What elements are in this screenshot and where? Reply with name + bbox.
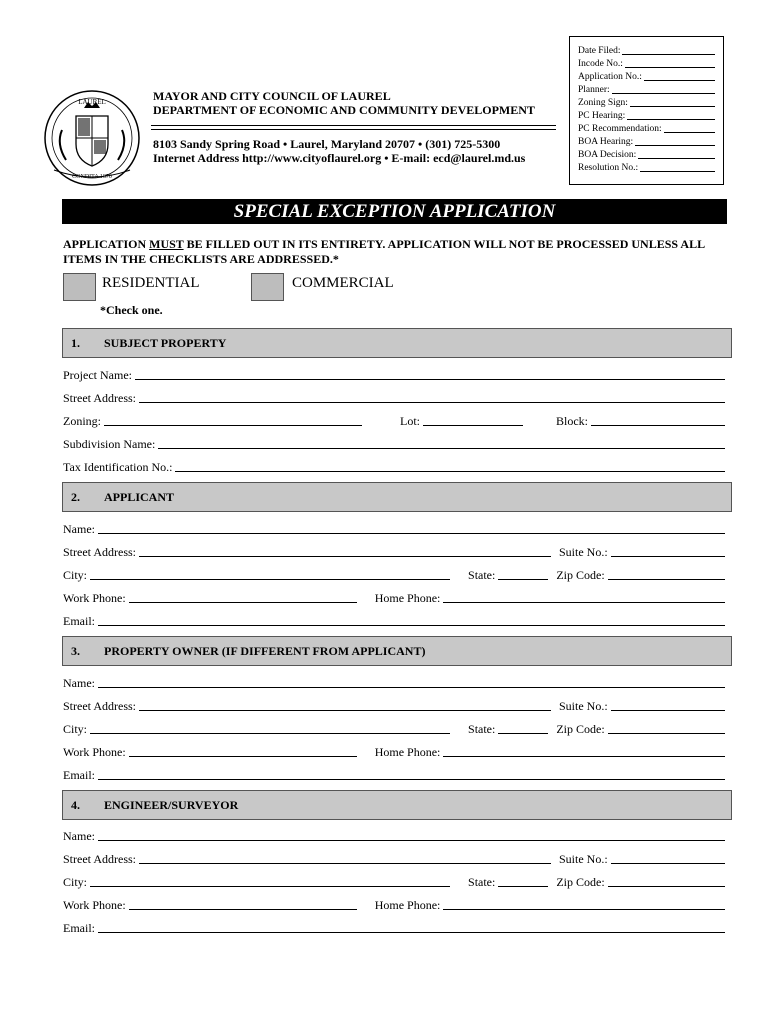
s2-city-row: City: State: Zip Code:: [63, 567, 725, 583]
office-field-pc-hearing[interactable]: PC Hearing:: [578, 109, 715, 122]
s4-email-field[interactable]: Email:: [63, 920, 725, 936]
s3-name-field[interactable]: Name:: [63, 675, 725, 691]
address-line: 8103 Sandy Spring Road • Laurel, Maryland 20707 • (301) 725-5300: [153, 137, 501, 151]
s3-state-field[interactable]: [498, 733, 548, 734]
s4-suite-field[interactable]: [611, 863, 725, 864]
s4-city-row: City: State: Zip Code:: [63, 874, 725, 890]
office-field-application-no[interactable]: Application No.:: [578, 70, 715, 83]
s2-email-field[interactable]: Email:: [63, 613, 725, 629]
office-field-planner[interactable]: Planner:: [578, 83, 715, 96]
s4-state-field[interactable]: [498, 886, 548, 887]
office-field-incode[interactable]: Incode No.:: [578, 57, 715, 70]
s3-work-phone-field[interactable]: [129, 756, 357, 757]
section-title: ENGINEER/SURVEYOR: [104, 798, 239, 812]
form-instructions: APPLICATION MUST BE FILLED OUT IN ITS ENTIRETY. APPLICATION WILL NOT BE PROCESSED UNLESS ALL ITEMS IN THE CHECKLISTS ARE ADDRESSED.*: [63, 237, 705, 266]
s2-name-field[interactable]: Name:: [63, 521, 725, 537]
s4-work-phone-field[interactable]: [129, 909, 357, 910]
s1-street-address-field[interactable]: Street Address:: [63, 390, 725, 406]
s3-street-address-field[interactable]: [139, 710, 551, 711]
s3-phone-row: Work Phone: Home Phone:: [63, 744, 725, 760]
s2-work-phone-field[interactable]: [129, 602, 357, 603]
s3-city-row: City: State: Zip Code:: [63, 721, 725, 737]
block-label: Block:: [556, 414, 588, 428]
s3-email-field[interactable]: Email:: [63, 767, 725, 783]
s3-address-row: Street Address: Suite No.:: [63, 698, 725, 714]
office-field-boa-hearing[interactable]: BOA Hearing:: [578, 135, 715, 148]
s2-phone-row: Work Phone: Home Phone:: [63, 590, 725, 606]
section-title: PROPERTY OWNER (IF DIFFERENT FROM APPLICANT): [104, 644, 426, 658]
section-title: SUBJECT PROPERTY: [104, 336, 227, 350]
city-seal-icon: [40, 86, 144, 190]
s4-home-phone-field[interactable]: [443, 909, 725, 910]
s2-suite-field[interactable]: [611, 556, 725, 557]
section-property-owner-header: [62, 636, 732, 666]
form-title: SPECIAL EXCEPTION APPLICATION: [62, 199, 727, 224]
project-name-field[interactable]: Project Name:: [63, 367, 725, 383]
section-subject-property-header: [62, 328, 732, 358]
office-field-pc-recommendation[interactable]: PC Recommendation:: [578, 122, 715, 135]
s2-state-field[interactable]: [498, 579, 548, 580]
check-one-note: *Check one.: [100, 303, 163, 317]
office-field-resolution-no[interactable]: Resolution No.:: [578, 161, 715, 174]
s4-zip-field[interactable]: [608, 886, 725, 887]
internet-line: Internet Address http://www.cityoflaurel.org • E-mail: ecd@laurel.md.us: [153, 151, 526, 165]
s4-street-address-field[interactable]: [139, 863, 551, 864]
s4-address-row: Street Address: Suite No.:: [63, 851, 725, 867]
section-applicant-header: [62, 482, 732, 512]
section-number: 2.: [71, 490, 80, 504]
office-field-boa-decision[interactable]: BOA Decision:: [578, 148, 715, 161]
residential-checkbox[interactable]: [63, 273, 96, 301]
zoning-lot-block-row: [63, 413, 725, 429]
lot-label: Lot:: [400, 414, 420, 428]
s3-suite-field[interactable]: [611, 710, 725, 711]
s3-city-field[interactable]: [90, 733, 450, 734]
s2-zip-field[interactable]: [608, 579, 725, 580]
tax-id-field[interactable]: Tax Identification No.:: [63, 459, 725, 475]
seal-banner-text: CONDITA 1870: [72, 174, 112, 180]
subdivision-name-field[interactable]: Subdivision Name:: [63, 436, 725, 452]
zoning-label: Zoning:: [63, 414, 101, 428]
s2-street-address-field[interactable]: [139, 556, 551, 557]
section-number: 1.: [71, 336, 80, 350]
block-field[interactable]: [591, 425, 725, 426]
commercial-label: COMMERCIAL: [292, 275, 394, 291]
office-field-date-filed[interactable]: Date Filed:: [578, 44, 715, 57]
section-number: 3.: [71, 644, 80, 658]
section-number: 4.: [71, 798, 80, 812]
office-field-zoning-sign[interactable]: Zoning Sign:: [578, 96, 715, 109]
org-name-line2: DEPARTMENT OF ECONOMIC AND COMMUNITY DEVELOPMENT: [153, 103, 535, 117]
s3-zip-field[interactable]: [608, 733, 725, 734]
s2-home-phone-field[interactable]: [443, 602, 725, 603]
zoning-field[interactable]: [104, 425, 362, 426]
section-engineer-surveyor-header: [62, 790, 732, 820]
s2-city-field[interactable]: [90, 579, 450, 580]
seal-top-text: LAUREL: [78, 98, 106, 106]
s3-home-phone-field[interactable]: [443, 756, 725, 757]
header-divider: [151, 125, 556, 130]
s4-city-field[interactable]: [90, 886, 450, 887]
s4-phone-row: Work Phone: Home Phone:: [63, 897, 725, 913]
s2-address-row: Street Address: Suite No.:: [63, 544, 725, 560]
org-name-line1: MAYOR AND CITY COUNCIL OF LAUREL: [153, 89, 391, 103]
s4-name-field[interactable]: Name:: [63, 828, 725, 844]
office-use-box: [569, 36, 724, 185]
section-title: APPLICANT: [104, 490, 175, 504]
commercial-checkbox[interactable]: [251, 273, 284, 301]
residential-label: RESIDENTIAL: [102, 275, 200, 291]
lot-field[interactable]: [423, 425, 523, 426]
